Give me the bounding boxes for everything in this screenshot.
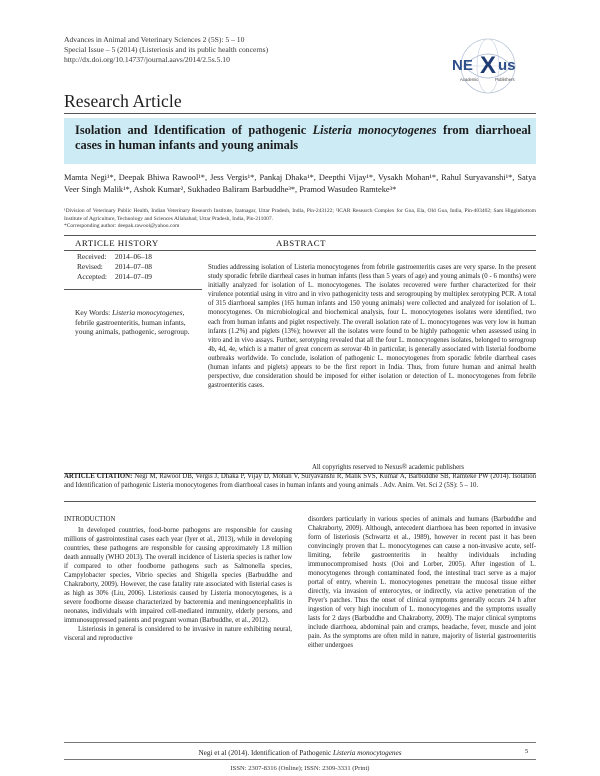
history-key: Received: — [77, 252, 107, 261]
affiliation-text: ¹Division of Veterinary Public Health, Indian Veterinary Research Institute, Izatnagar, Uttar Pradesh, India, Pin-243122; ²ICAR Research Complex for Goa, Ela, Old Goa, India, Pin-403402; Sam Higginbottom Institute of Agriculture, Technology and Sciences Allahabad, Uttar Pradesh, India, Pin-211007. — [64, 208, 536, 222]
article-title — [75, 123, 531, 153]
special-issue: Special Issue – 5 (2014) (Listeriosis and its public health concerns) — [64, 45, 269, 54]
intro-paragraph: Listeriosis in general is considered to be invasive in nature exhibiting neural, visceral and reproductive — [64, 626, 292, 642]
journal-header — [64, 35, 424, 65]
footer-text: Negi et al (2014). Identification of Pathogenic — [198, 749, 334, 757]
divider — [64, 289, 202, 290]
logo-subtext-academic: Academic — [460, 77, 479, 82]
intro-heading: INTRODUCTION — [64, 516, 116, 523]
history-key: Accepted: — [77, 272, 107, 281]
divider — [64, 235, 536, 236]
keywords-label: Key Words: — [75, 308, 111, 317]
logo-subtext-publishers: Publishers — [495, 77, 515, 82]
nexus-logo-graphic — [450, 36, 526, 98]
title-organism: Listeria monocytogenes — [312, 123, 437, 137]
history-row — [77, 252, 202, 262]
keywords-text: febrile gastroenteritis, human infants, young animals, pathogenic, serogroup. — [75, 317, 190, 337]
keywords — [75, 308, 197, 337]
nexus-logo — [450, 36, 526, 98]
abstract-text: Studies addressing isolation of Listeria monocytogenes from febrile gastroenteritis cases are very sparse. In the present study sporadic febrile diarrheal cases in human infants (less than 5 years of age) and young animals (0 - 6 months) were initially analyzed for isolation of L. monocytogenes. The isolates recovered were further characterized for their virulence potential using in vitro and in vivo pathogenicity tests and serogrouping by multiplex serotyping PCR. A total of 315 diarrhoeal samples (165 human infants and 150 young animals) were collected and analyzed for isolation of L. monocytogenes. On microbiological and biochemical analysis, four L. monocytogenes isolates were identified, two each from human infants and piglet respectively. The overall isolation rate of L. monocytogenes was very low in human infants (1.2%) and piglets (13%); however all the isolates were found to be highly pathogenic when assessed using in vitro and in vivo assays. Further, serotyping revealed that all the four L. monocytogenes isolates, belonged to serogroup 4b, 4d, 4e, which is a matter of great concern as serovar 4b in particular, is generally associated with listerial foodborne outbreaks worldwide. To conclude, isolation of pathogenic L. monocytogenes from sporadic febrile diarrheal cases (human infants and piglets) appears to be the first report in India. Thus, from future human and animal health perspective, due consideration should be imposed for either isolation or detection of L. monocytogenes from febrile gastroenteritis cases. — [208, 264, 536, 390]
keywords-organism: Listeria monocytogenes, — [112, 308, 185, 317]
affiliations — [64, 208, 536, 231]
copyright-notice: All copyrights reserved to Nexus® academic publishers — [312, 464, 465, 471]
history-date: 2014–07–08 — [115, 262, 152, 271]
article-citation — [64, 473, 536, 491]
doi-link[interactable]: http://dx.doi.org/10.14737/journal.aavs/2014/2.5s.5.10 — [64, 55, 230, 64]
citation-text: Negi M, Rawool DB, Vergis J, Dhaka P, Vijay D, Mohan V, Suryavanshi R, Malik SVS, Kumar A, Barbuddhe SB, Ramteke PW (2014). Isolation and Identification of pathogenic Listeria monocytogenes from diarrhoeal cases in human infants and young animals . Adv. Anim. Vet. Sci 2 (5S): 5 – 10. — [64, 473, 536, 489]
intro-left-column — [64, 515, 292, 643]
page-number: 5 — [525, 748, 529, 755]
corresponding-author: *Corresponding author: deepak.rawool@yahoo.com — [64, 223, 180, 230]
article-type: Research Article — [64, 91, 182, 111]
footer-organism: Listeria monocytogenes — [333, 749, 402, 757]
divider — [64, 113, 536, 114]
intro-paragraph: In developed countries, food-borne pathogens are responsible for causing millions of gastrointestinal cases each year (Iyer et al., 2013), while in developing countries, these pathogens are responsible for causing approximately 1.8 million death annually (WHO 2013). The overall incidence of Listeria species is rather low if compared to other foodborne pathogens such as Salmonella species, Campylobacter species, Vibrio species and Shigella species (Barbuddhe and Chakraborty, 2009). However, the case fatality rate associated with listerial cases is as high as 30% (Liu, 2006). Listeriosis caused by Listeria monocytogenes, is a severe foodborne disease characterized by bacteremia and meningoencephalitis in neonates, individuals with impaired cell-mediated immunity, elderly persons, and immunosuppressed patients and pregnant woman (Barbuddhe, et al., 2012). — [64, 527, 292, 624]
logo-text-x: X — [480, 52, 497, 79]
intro-paragraph: disorders particularly in various species of animals and humans (Barbuddhe and Chakraborty, 2009). Although, antecedent diarrhoea has been reported in invasive form of listeriosis (Schwartz et al., 1989), however in recent past it has been convincingly proven that L. monocytogenes can cause a non-invasive acute, self-limiting, febrile gastroenteritis in healthy individuals including immunocompromised hosts (Ooi and Lorber, 2005). After ingestion of L. monocytogenes through contaminated food, the intestinal tract serve as a major portal of entry, wherein L. monocytogenes penetrate the mucosal tissue either directly, via invasion of enterocytes, or indirectly, via active penetration of the Peyer's patches. Thus the onset of clinical symptoms generally occurs 24 h after ingestion of very high inoculum of L. monocytogenes and the symptoms usually lasts for 2 days (Barbuddhe and Chakraborty, 2009). The major clinical symptoms include diarrhoea, abdominal pain and cramps, headache, fever, muscle and joint pain. As the symptoms are often mild in nature, majority of listerial gastroenteritis either undergoes — [308, 516, 536, 649]
history-date: 2014–07–09 — [115, 272, 152, 281]
journal-name: Advances in Animal and Veterinary Sciences 2 (5S): 5 – 10 — [64, 35, 245, 44]
logo-text-ne: NE — [452, 57, 473, 74]
article-history — [64, 252, 202, 282]
citation-label: ARTICLE CITATION: — [64, 473, 133, 480]
divider — [64, 250, 536, 251]
history-row — [77, 262, 202, 272]
intro-right-column — [308, 515, 536, 650]
history-key: Revised: — [77, 262, 103, 271]
history-date: 2014–06–18 — [115, 252, 152, 261]
issn-line: ISSN: 2307-8316 (Online); ISSN: 2309-3331 (Print) — [230, 765, 370, 772]
running-footer — [64, 749, 536, 757]
author-list: Mamta Negi¹*, Deepak Bhiwa Rawool¹*, Jess Vergis¹*, Pankaj Dhaka¹*, Deepthi Vijay¹*, Vysakh Mohan¹*, Rahul Suryavanshi¹*, Satya Veer Singh Malik¹*, Ashok Kumar², Sukhadeo Baliram Barbuddhe³*, Pramod Wasudeo Ramteke³* — [64, 173, 536, 194]
title-text: Isolation and Identification of pathogenic — [75, 123, 313, 137]
abstract-label: ABSTRACT — [276, 238, 326, 248]
article-history-label: ARTICLE HISTORY — [75, 238, 159, 248]
title-text-end: from diarrhoeal cases in human infants and young animals — [75, 123, 531, 152]
logo-text-us: us — [498, 57, 516, 74]
history-row — [77, 272, 202, 282]
divider — [64, 501, 536, 502]
